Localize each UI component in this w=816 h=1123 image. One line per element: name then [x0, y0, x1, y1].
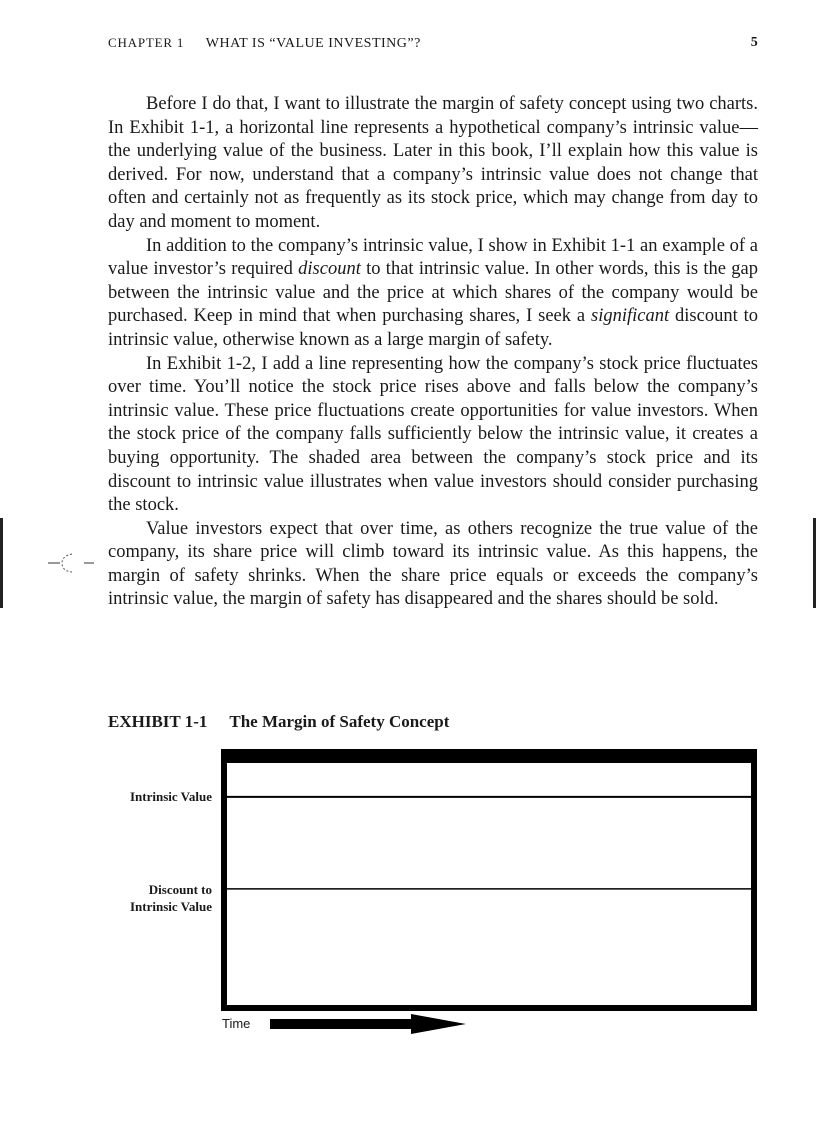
page-number: 5: [750, 35, 758, 50]
chart-top-band: [224, 749, 754, 763]
chapter-label: CHAPTER 1: [108, 35, 185, 50]
exhibit-heading: [108, 712, 449, 732]
time-axis-label: Time: [222, 1016, 251, 1031]
left-margin-mark: [0, 518, 3, 608]
discount-label: [108, 881, 212, 915]
margin-of-safety-chart: [108, 748, 768, 1048]
paragraph-4: Value investors expect that over time, as others recognize the true value of the company, its share price will climb toward its intrinsic value. As this happens, the margin of safety shrinks. When the share price equals or exceeds the company’s intrinsic value, the margin of safety has disappeared and the shares should be sold.: [108, 518, 758, 610]
chapter-title: WHAT IS “VALUE INVESTING”?: [205, 36, 421, 51]
paragraph-2: [108, 235, 758, 353]
exhibit-title: The Margin of Safety Concept: [229, 712, 450, 731]
time-arrow-head: [411, 1014, 466, 1034]
discount-label-line-2: Intrinsic Value: [130, 898, 212, 914]
paragraph-1: Before I do that, I want to illustrate the margin of safety concept using two charts. In Exhibit 1-1, a horizontal line represents a hypothetical company’s intrinsic value—the underlying value of the business. Later in this book, I’ll explain how this value is derived. For now, understand that a company’s intrinsic value does not change that often and certainly not as frequently as its stock price, which may change from day to day and moment to moment.: [108, 94, 758, 232]
time-arrow-shaft: [270, 1019, 420, 1029]
running-header: [108, 35, 758, 55]
paragraph-3: In Exhibit 1-2, I add a line representing how the company’s stock price fluctuates over time. You’ll notice the stock price rises above and falls below the company’s intrinsic value. These price fluctuations create opportunities for value investors. When the stock price of the company falls sufficiently below the intrinsic value, it creates a buying opportunity. The shaded area between the company’s stock price and its discount to intrinsic value illustrates when value investors should consider purchasing the stock.: [108, 353, 758, 516]
paragraph-2-part-3: discount to intrinsic value, otherwise known as a large margin of safety.: [108, 306, 758, 350]
intrinsic-value-label-text: Intrinsic Value: [130, 789, 212, 805]
chart-frame: [224, 752, 754, 1008]
discount-label-line-1: Discount to: [148, 881, 212, 897]
intrinsic-value-label: [108, 788, 212, 805]
exhibit-number: EXHIBIT 1-1: [108, 712, 208, 731]
paragraph-2-part-1: In addition to the company’s intrinsic value, I show in Exhibit 1-1 an example of a value investor’s required: [108, 235, 758, 280]
paragraph-2-emphasis-1: discount: [298, 259, 361, 280]
body-text: [108, 93, 758, 612]
paragraph-2-emphasis-2: significant: [591, 306, 670, 327]
paragraph-2-part-2: to that intrinsic value. In other words, this is the gap between the intrinsic value and the price at which shares of the company would be purchased. Keep in mind that when purchasing shares, I seek a: [108, 259, 758, 327]
registration-mark: [46, 548, 102, 578]
